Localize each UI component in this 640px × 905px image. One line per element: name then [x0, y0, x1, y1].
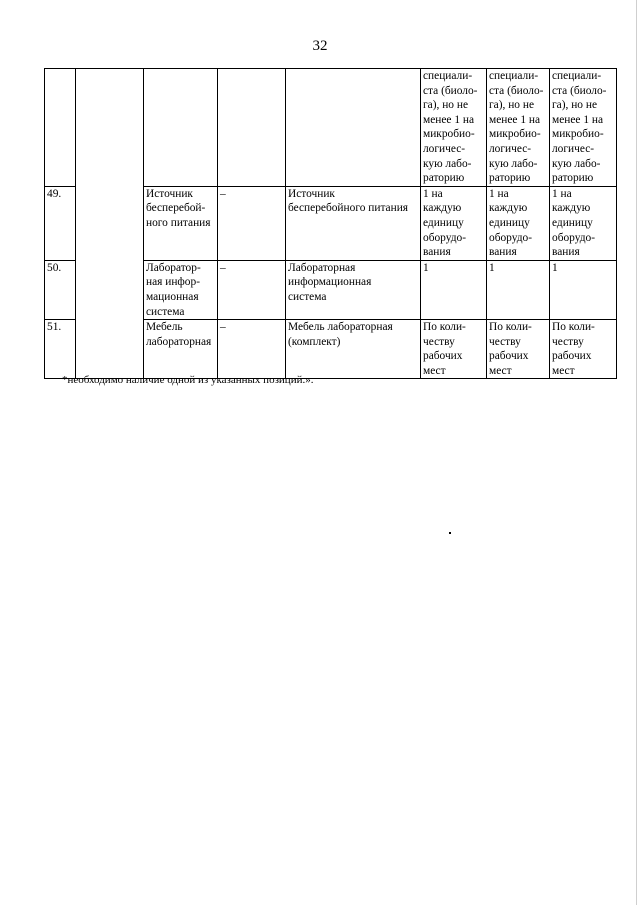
item-description: Лабораторная информационная система	[286, 260, 421, 319]
table-cell-col6: 1 на каждую единицу оборудо- вания	[487, 186, 550, 260]
table-cell-col5: специали- ста (биоло- га), но не менее 1 на микробио- логичес- кую лабо- раторию	[421, 69, 487, 187]
table-cell-col6: 1	[487, 260, 550, 319]
table-cell-col6: специали- ста (биоло- га), но не менее 1 на микробио- логичес- кую лабо- раторию	[487, 69, 550, 187]
table-cell-col7: специали- ста (биоло- га), но не менее 1 на микробио- логичес- кую лабо- раторию	[550, 69, 617, 187]
dash-cell: –	[218, 186, 286, 260]
table-cell-col7: 1	[550, 260, 617, 319]
table-cell-empty	[218, 69, 286, 187]
item-name: Мебель лабораторная	[144, 320, 218, 379]
table-cell-col5: 1	[421, 260, 487, 319]
table-cell-merged-empty	[76, 69, 144, 379]
table-cell-col6: По коли- честву рабочих мест	[487, 320, 550, 379]
table-cell-empty	[144, 69, 218, 187]
table-row-continuation	[45, 69, 617, 187]
table-cell-col7: 1 на каждую единицу оборудо- вания	[550, 186, 617, 260]
page-number: 32	[312, 38, 328, 54]
table-cell-col5: 1 на каждую единицу оборудо- вания	[421, 186, 487, 260]
row-number: 49.	[45, 186, 76, 260]
scan-speck	[449, 532, 451, 534]
item-description: Источник бесперебойного питания	[286, 186, 421, 260]
dash-cell: –	[218, 320, 286, 379]
dash-cell: –	[218, 260, 286, 319]
table-cell-col5: По коли- честву рабочих мест	[421, 320, 487, 379]
table-cell-empty	[45, 69, 76, 187]
footnote: *необходимо наличие одной из указанных позиций.».	[62, 374, 314, 386]
table-cell-empty	[286, 69, 421, 187]
equipment-table	[44, 68, 617, 379]
row-number: 50.	[45, 260, 76, 319]
item-name: Лаборатор- ная инфор- мационная система	[144, 260, 218, 319]
item-description: Мебель лабораторная (комплект)	[286, 320, 421, 379]
page-edge-line	[636, 0, 637, 905]
row-number: 51.	[45, 320, 76, 379]
table-cell-col7: По коли- честву рабочих мест	[550, 320, 617, 379]
item-name: Источник бесперебой- ного питания	[144, 186, 218, 260]
